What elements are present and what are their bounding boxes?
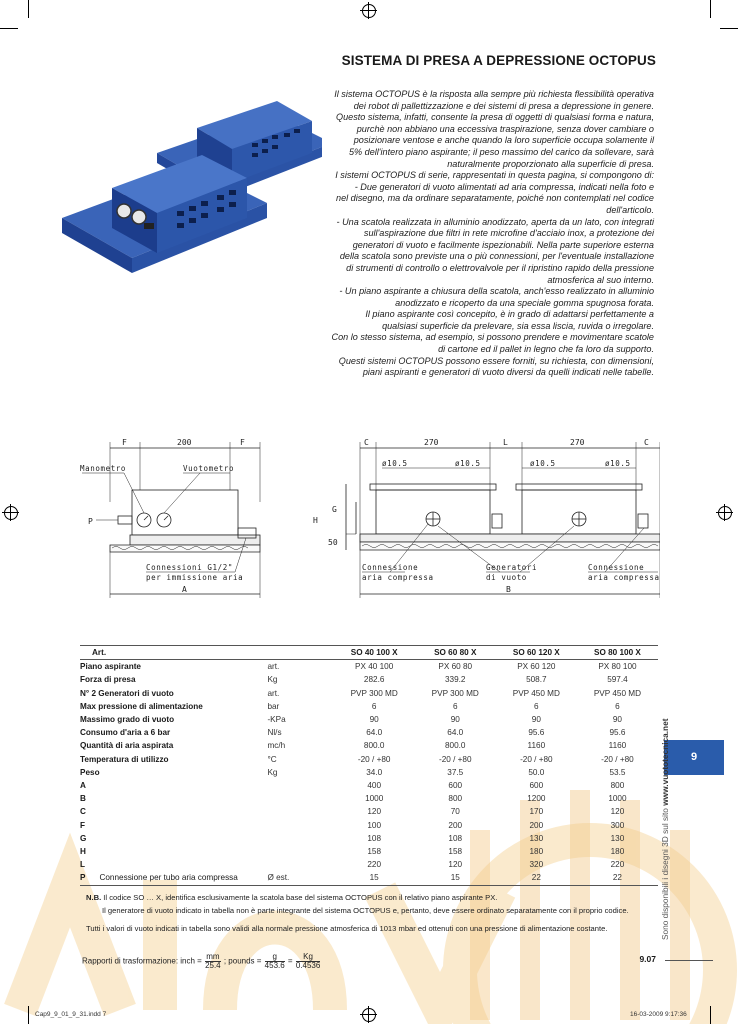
table-cell: 15 <box>415 871 496 885</box>
row-label <box>80 792 267 805</box>
drawing-side-view <box>80 438 260 598</box>
dim-label: 270 <box>570 438 585 447</box>
table-header-cell: SO 60 120 X <box>496 646 577 660</box>
table-cell: 180 <box>529 847 544 857</box>
fraction-g <box>265 953 285 970</box>
row-label <box>80 805 267 818</box>
description-line: generatori di vuoto e facilmente ispezionabili. Nella parte superiore esterna <box>352 239 654 250</box>
crop-mark <box>710 1006 711 1024</box>
row-label <box>80 753 267 766</box>
crop-mark <box>28 1006 29 1024</box>
description-line: di cartone ed il pallet in legno che fa loro da supporto. <box>438 344 654 355</box>
table-row <box>80 766 658 779</box>
crop-mark <box>0 28 18 29</box>
nb-label: N.B. <box>86 893 102 902</box>
table-cell: PX 40 100 <box>355 662 394 672</box>
table-body <box>80 660 658 885</box>
description-line: nel disegno, ma da ordinare separatamente, poiché non contemplati nel codice <box>336 193 654 204</box>
row-label-text: L <box>80 860 86 870</box>
table-cell: 800 <box>448 794 463 804</box>
description-line: 5% dell'intero piano aspirante; il peso massimo del carico da sollevare, sarà <box>348 146 654 157</box>
table-row <box>80 858 658 871</box>
table-cell: -20 / +80 <box>438 754 472 764</box>
table-cell: 600 <box>448 781 463 791</box>
description-line: Questo sistema, infatti, consente la presa di oggetti di qualsiasi forma e natura, <box>336 112 654 123</box>
dim-label: F <box>122 438 127 447</box>
description-line: di strumenti di controllo o elettrovalvole per il ripristino rapido della pressione <box>346 262 654 273</box>
registration-mark <box>362 1008 376 1022</box>
hole-label: ø10.5 <box>382 459 408 468</box>
description-line: anodizzato e ricoperto da una speciale gomma spugnosa forata. <box>395 297 654 308</box>
description-line: piani aspiranti e generatori di vuoto diversi da quelli indicati nelle tabelle. <box>362 367 654 378</box>
table-cell: 95.6 <box>528 728 545 738</box>
row-label-text: Peso <box>80 767 100 777</box>
row-label-text: F <box>80 820 86 830</box>
dim-label: 50 <box>328 538 338 547</box>
description-line: purchè non abbiano una eccessiva traspirazione, senza dover cambiare o <box>356 123 654 134</box>
row-label-text: N° 2 Generatori di vuoto <box>80 688 174 698</box>
table-cell: 282.6 <box>363 675 385 685</box>
row-label <box>80 845 267 858</box>
table-cell: 90 <box>450 715 460 725</box>
table-cell: 800.0 <box>363 741 385 751</box>
technical-drawings <box>60 432 660 612</box>
conversion-ratios <box>82 953 321 970</box>
table-cell: 320 <box>529 860 544 870</box>
table-cell: PVP 450 MD <box>512 688 560 698</box>
table-cell: 64.0 <box>366 728 383 738</box>
hole-label: ø10.5 <box>605 459 631 468</box>
drawing-front-view <box>313 438 660 598</box>
dim-label: B <box>506 585 511 594</box>
footer-date: 16-03-2009 9:17:36 <box>630 1011 687 1018</box>
row-label <box>80 726 267 739</box>
registration-mark <box>4 506 18 520</box>
fraction-num: Kg <box>296 953 320 962</box>
row-label-text: C <box>80 807 86 817</box>
row-label-text: P <box>80 873 86 883</box>
table-cell: 34.0 <box>366 767 383 777</box>
table-row <box>80 832 658 845</box>
table-cell: 95.6 <box>609 728 626 738</box>
row-label <box>80 673 267 686</box>
table-cell: 120 <box>367 807 382 817</box>
table-header-cell: SO 40 100 X <box>334 646 415 660</box>
table-cell: 597.4 <box>607 675 628 685</box>
table-cell: 120 <box>448 860 463 870</box>
row-label-text: B <box>80 794 86 804</box>
row-unit <box>267 805 333 818</box>
label-manometer: Manometro <box>80 464 127 473</box>
table-cell: PX 60 80 <box>438 662 473 672</box>
fraction-mm <box>205 953 221 970</box>
description-line: - Un piano aspirante a chiusura della scatola, anch'esso realizzato in alluminio <box>339 286 654 297</box>
row-unit <box>267 819 333 832</box>
table-cell: 1000 <box>608 794 627 804</box>
row-label-text: Consumo d'aria a 6 bar <box>80 728 171 738</box>
row-unit: Nl/s <box>267 728 282 738</box>
description-line: della scatola sono previste una o più connessioni, per l'eventuale installazione <box>339 251 654 262</box>
description-line: - Due generatori di vuoto alimentati ad aria compressa, indicati nella foto e <box>354 181 654 192</box>
table-cell: 100 <box>367 820 382 830</box>
table-cell: 15 <box>334 871 415 885</box>
table-row <box>80 819 658 832</box>
product-description <box>318 89 654 379</box>
page-number: 9.07 <box>639 954 656 964</box>
table-header-cell: SO 80 100 X <box>577 646 658 660</box>
description-line: - Una scatola realizzata in alluminio anodizzato, aperta da un lato, con integrati <box>336 216 654 227</box>
registration-mark <box>718 506 732 520</box>
table-cell: -20 / +80 <box>601 754 634 764</box>
row-label-text: A <box>80 781 86 791</box>
row-unit: Kg <box>267 675 278 685</box>
table-cell: 339.2 <box>445 675 466 685</box>
label-air-connection: aria compressa <box>362 573 434 582</box>
table-cell: 22 <box>496 871 577 885</box>
table-row <box>80 713 658 726</box>
description-line: Il piano aspirante così concepito, è in grado di adattarsi perfettamente a <box>365 309 654 320</box>
row-label-text: Max pressione di alimentazione <box>80 701 203 711</box>
table-header-cell <box>267 646 333 660</box>
label-connection: Connessioni G1/2" <box>146 563 233 572</box>
specifications-table <box>80 645 658 886</box>
table-cell: 130 <box>529 833 544 843</box>
table-cell: 220 <box>610 860 625 870</box>
table-cell: 6 <box>371 701 377 711</box>
row-unit <box>267 845 333 858</box>
table-cell: PVP 450 MD <box>593 688 642 698</box>
label-air-connection: aria compressa <box>588 573 660 582</box>
row-label <box>80 819 267 832</box>
row-label <box>80 871 267 885</box>
description-line: dell'articolo. <box>606 204 654 215</box>
table-cell: 53.5 <box>609 767 626 777</box>
table-cell: 300 <box>610 820 625 830</box>
row-label <box>80 713 267 726</box>
table-cell: -20 / +80 <box>357 754 391 764</box>
label-vacuum-generators: di vuoto <box>486 573 527 582</box>
row-label-text: Forza di presa <box>80 675 136 685</box>
table-cell: 22 <box>577 871 658 885</box>
table-row <box>80 805 658 818</box>
table-row <box>80 845 658 858</box>
table-cell: 158 <box>448 847 463 857</box>
table-cell: 180 <box>610 847 625 857</box>
page-title: SISTEMA DI PRESA A DEPRESSIONE OCTOPUS <box>341 53 656 68</box>
table-row <box>80 792 658 805</box>
row-unit: -KPa <box>267 715 286 725</box>
table-cell: 90 <box>531 715 541 725</box>
notes <box>86 892 646 936</box>
table-cell: 6 <box>615 701 620 711</box>
label-vacuum-gauge: Vuotometro <box>183 464 235 473</box>
table-cell: 130 <box>610 833 625 843</box>
row-label-text: G <box>80 833 87 843</box>
dim-label: 200 <box>177 438 192 447</box>
table-cell: 1160 <box>608 741 627 751</box>
table-row <box>80 673 658 686</box>
table-cell: PVP 300 MD <box>431 688 479 698</box>
table-row <box>80 687 658 700</box>
table-row <box>80 700 658 713</box>
note-nb <box>86 892 646 905</box>
row-label-text: H <box>80 847 86 857</box>
row-label-text: Piano aspirante <box>80 662 141 672</box>
chapter-tab: 9 <box>664 740 724 775</box>
dim-label: L <box>503 438 508 447</box>
table-cell: 1160 <box>527 741 546 751</box>
side-note-text: Sono disponibili i disegni 3D sul sito <box>660 805 670 940</box>
website-link[interactable]: www.vuototecnica.net <box>660 718 670 806</box>
table-cell: 158 <box>367 847 382 857</box>
table-cell: 508.7 <box>526 675 547 685</box>
row-unit: °C <box>267 754 277 764</box>
table-cell: -20 / +80 <box>520 754 553 764</box>
row-label <box>80 779 267 792</box>
label-connection: per immissione aria <box>146 573 244 582</box>
footer-file: Cap9_9_01_9_31.indd 7 <box>35 1011 107 1018</box>
table-cell: PX 80 100 <box>598 662 637 672</box>
row-label <box>80 832 267 845</box>
table-row <box>80 739 658 752</box>
label-vacuum-generators: Generatori <box>486 563 538 572</box>
table-cell: 64.0 <box>447 728 464 738</box>
table-cell: 70 <box>450 807 460 817</box>
table-cell: 200 <box>448 820 463 830</box>
conversion-eq: = <box>285 956 295 966</box>
table-cell: 50.0 <box>528 767 545 777</box>
table-header-row <box>80 646 658 660</box>
table-cell: 37.5 <box>447 767 464 777</box>
fraction-den: 0.4536 <box>295 961 321 970</box>
description-line: posizionare ventose e anche quando la loro superficie occupa solamente il <box>353 135 654 146</box>
row-unit: bar <box>267 701 280 711</box>
table-row <box>80 753 658 766</box>
dim-label: C <box>364 438 369 447</box>
table-cell: 108 <box>448 833 463 843</box>
table-cell: 108 <box>367 833 382 843</box>
hole-label: ø10.5 <box>455 459 481 468</box>
row-unit: art. <box>267 688 280 698</box>
fraction-num: mm <box>206 952 220 961</box>
row-label-text: Temperatura di utilizzo <box>80 754 169 764</box>
fraction-den: 25.4 <box>205 961 221 970</box>
label-air-connection: Connessione <box>362 563 419 572</box>
registration-mark <box>362 4 376 18</box>
dim-label: G <box>332 505 337 514</box>
dim-label: H <box>313 516 318 525</box>
table-cell: 6 <box>452 701 458 711</box>
side-note <box>660 718 670 940</box>
table-cell: 170 <box>529 807 544 817</box>
crop-mark <box>720 28 738 29</box>
description-line: I sistemi OCTOPUS di serie, rappresentati in questa pagina, si compongono di: <box>335 170 654 181</box>
dim-label: A <box>182 585 187 594</box>
description-line: dei robot di pallettizzazione e dei sistemi di presa a depressione in genere. <box>353 100 654 111</box>
dim-label: 270 <box>424 438 439 447</box>
divider <box>665 960 713 961</box>
description-line: atmosferica al suo interno. <box>547 274 654 285</box>
label-p: P <box>88 517 93 526</box>
row-unit: Ø est. <box>267 871 333 885</box>
table-row <box>80 779 658 792</box>
row-label <box>80 766 267 779</box>
description-line: Questi sistemi OCTOPUS possono essere forniti, su richiesta, con dimensioni, <box>338 355 654 366</box>
description-line: sull'aspirazione due filtri in rete microfine d'acciaio inox, a protezione dei <box>363 228 654 239</box>
row-unit: mc/h <box>267 741 286 751</box>
table-cell: 200 <box>529 820 544 830</box>
row-unit <box>267 792 333 805</box>
nb-text: Il codice SO … X, identifica esclusivamente la scatola base del sistema OCTOPUS con il relativo piano aspirante PX. <box>101 893 498 902</box>
note-generator: Il generatore di vuoto indicato in tabella non è parte integrante del sistema OCTOPUS e, pertanto, deve essere ordinato separatamente con il proprio codice. <box>102 905 629 915</box>
table-cell: 90 <box>369 715 379 725</box>
table-cell: 120 <box>610 807 625 817</box>
table-row <box>80 726 658 739</box>
table-cell: 800.0 <box>445 741 466 751</box>
table-cell: 800 <box>610 781 625 791</box>
dim-label: C <box>644 438 649 447</box>
row-label <box>80 858 267 871</box>
row-unit <box>267 858 333 871</box>
table-cell: 90 <box>612 715 622 725</box>
table-cell: 400 <box>367 781 382 791</box>
description-line: Con lo stesso sistema, ad esempio, si possono prendere e movimentare scatole <box>331 332 654 343</box>
table-cell: 6 <box>534 701 539 711</box>
row-unit: Kg <box>267 767 278 777</box>
hole-label: ø10.5 <box>530 459 556 468</box>
row-label <box>80 687 267 700</box>
row-label-text: Massimo grado di vuoto <box>80 715 175 725</box>
fraction-kg <box>296 953 320 970</box>
crop-mark <box>710 0 711 18</box>
conversion-pounds: ; pounds = <box>221 956 264 966</box>
table-header-cell: SO 60 80 X <box>415 646 496 660</box>
row-unit <box>267 832 333 845</box>
row-label <box>80 739 267 752</box>
row-label-text: Quantità di aria aspirata <box>80 741 174 751</box>
row-label <box>80 660 267 674</box>
dim-label: F <box>240 438 245 447</box>
label-air-connection: Connessione <box>588 563 645 572</box>
conversion-label: Rapporti di trasformazione: inch = <box>82 956 205 966</box>
description-line: naturalmente proporzionato alla superficie di presa. <box>447 158 654 169</box>
row-unit: art. <box>267 662 280 672</box>
row-unit <box>267 779 333 792</box>
table-cell: 1200 <box>527 794 546 804</box>
row-sublabel: Connessione per tubo aria compressa <box>99 873 238 883</box>
fraction-den: 453.6 <box>264 961 285 970</box>
table-cell: 600 <box>529 781 544 791</box>
table-cell: PVP 300 MD <box>350 688 398 698</box>
table-cell: PX 60 120 <box>517 662 556 672</box>
fraction-num: g <box>265 953 285 962</box>
table-row <box>80 871 658 885</box>
row-label <box>80 700 267 713</box>
description-line: Il sistema OCTOPUS è la risposta alla sempre più richiesta flessibilità operativa <box>334 89 654 99</box>
table-cell: 220 <box>367 860 382 870</box>
product-photo <box>62 83 322 313</box>
crop-mark <box>28 0 29 18</box>
note-vacuum: Tutti i valori di vuoto indicati in tabella sono validi alla normale pressione atmosferica di 1013 mbar ed ottenuti con una pressione di alimentazione costante. <box>86 924 608 933</box>
table-cell: 1000 <box>365 794 384 804</box>
table-row <box>80 660 658 674</box>
description-line: qualsiasi superficie da prelevare, sia essa liscia, ruvida o irregolare. <box>382 320 654 331</box>
table-header-cell: Art. <box>80 646 267 660</box>
